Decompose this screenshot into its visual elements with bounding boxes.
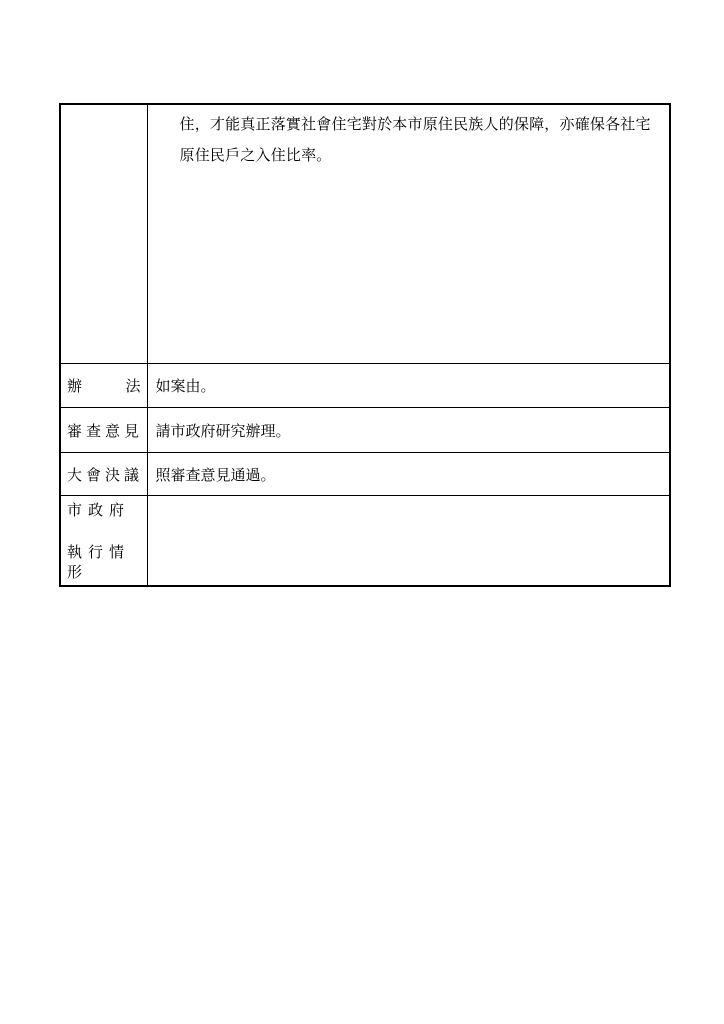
review-content: 請市政府研究辦理。	[147, 408, 670, 453]
execution-label-line-1: 市政府	[67, 500, 131, 519]
execution-row	[60, 496, 670, 587]
method-row	[60, 364, 670, 408]
method-label	[67, 375, 147, 396]
decision-label: 大會決議	[60, 453, 147, 496]
method-content: 如案由。	[147, 364, 670, 408]
execution-label-cell	[60, 496, 147, 587]
reason-row	[60, 104, 670, 364]
decision-row	[60, 453, 670, 496]
method-label-cell	[60, 364, 147, 408]
decision-content: 照審查意見通過。	[147, 453, 670, 496]
method-label-char-2: 法	[125, 377, 141, 395]
review-row	[60, 408, 670, 453]
execution-content	[147, 496, 670, 587]
review-label: 審查意見	[60, 408, 147, 453]
reason-content-cell	[147, 104, 670, 364]
reason-label-cell	[60, 104, 147, 364]
execution-label-line-2: 執行情形	[67, 542, 131, 581]
method-label-char-1: 辦	[67, 377, 83, 395]
proposal-table	[59, 103, 671, 587]
reason-text: 住，才能真正落實社會住宅對於本市原住民族人的保障，亦確保各社宅原住民戶之入住比率。	[179, 115, 651, 164]
